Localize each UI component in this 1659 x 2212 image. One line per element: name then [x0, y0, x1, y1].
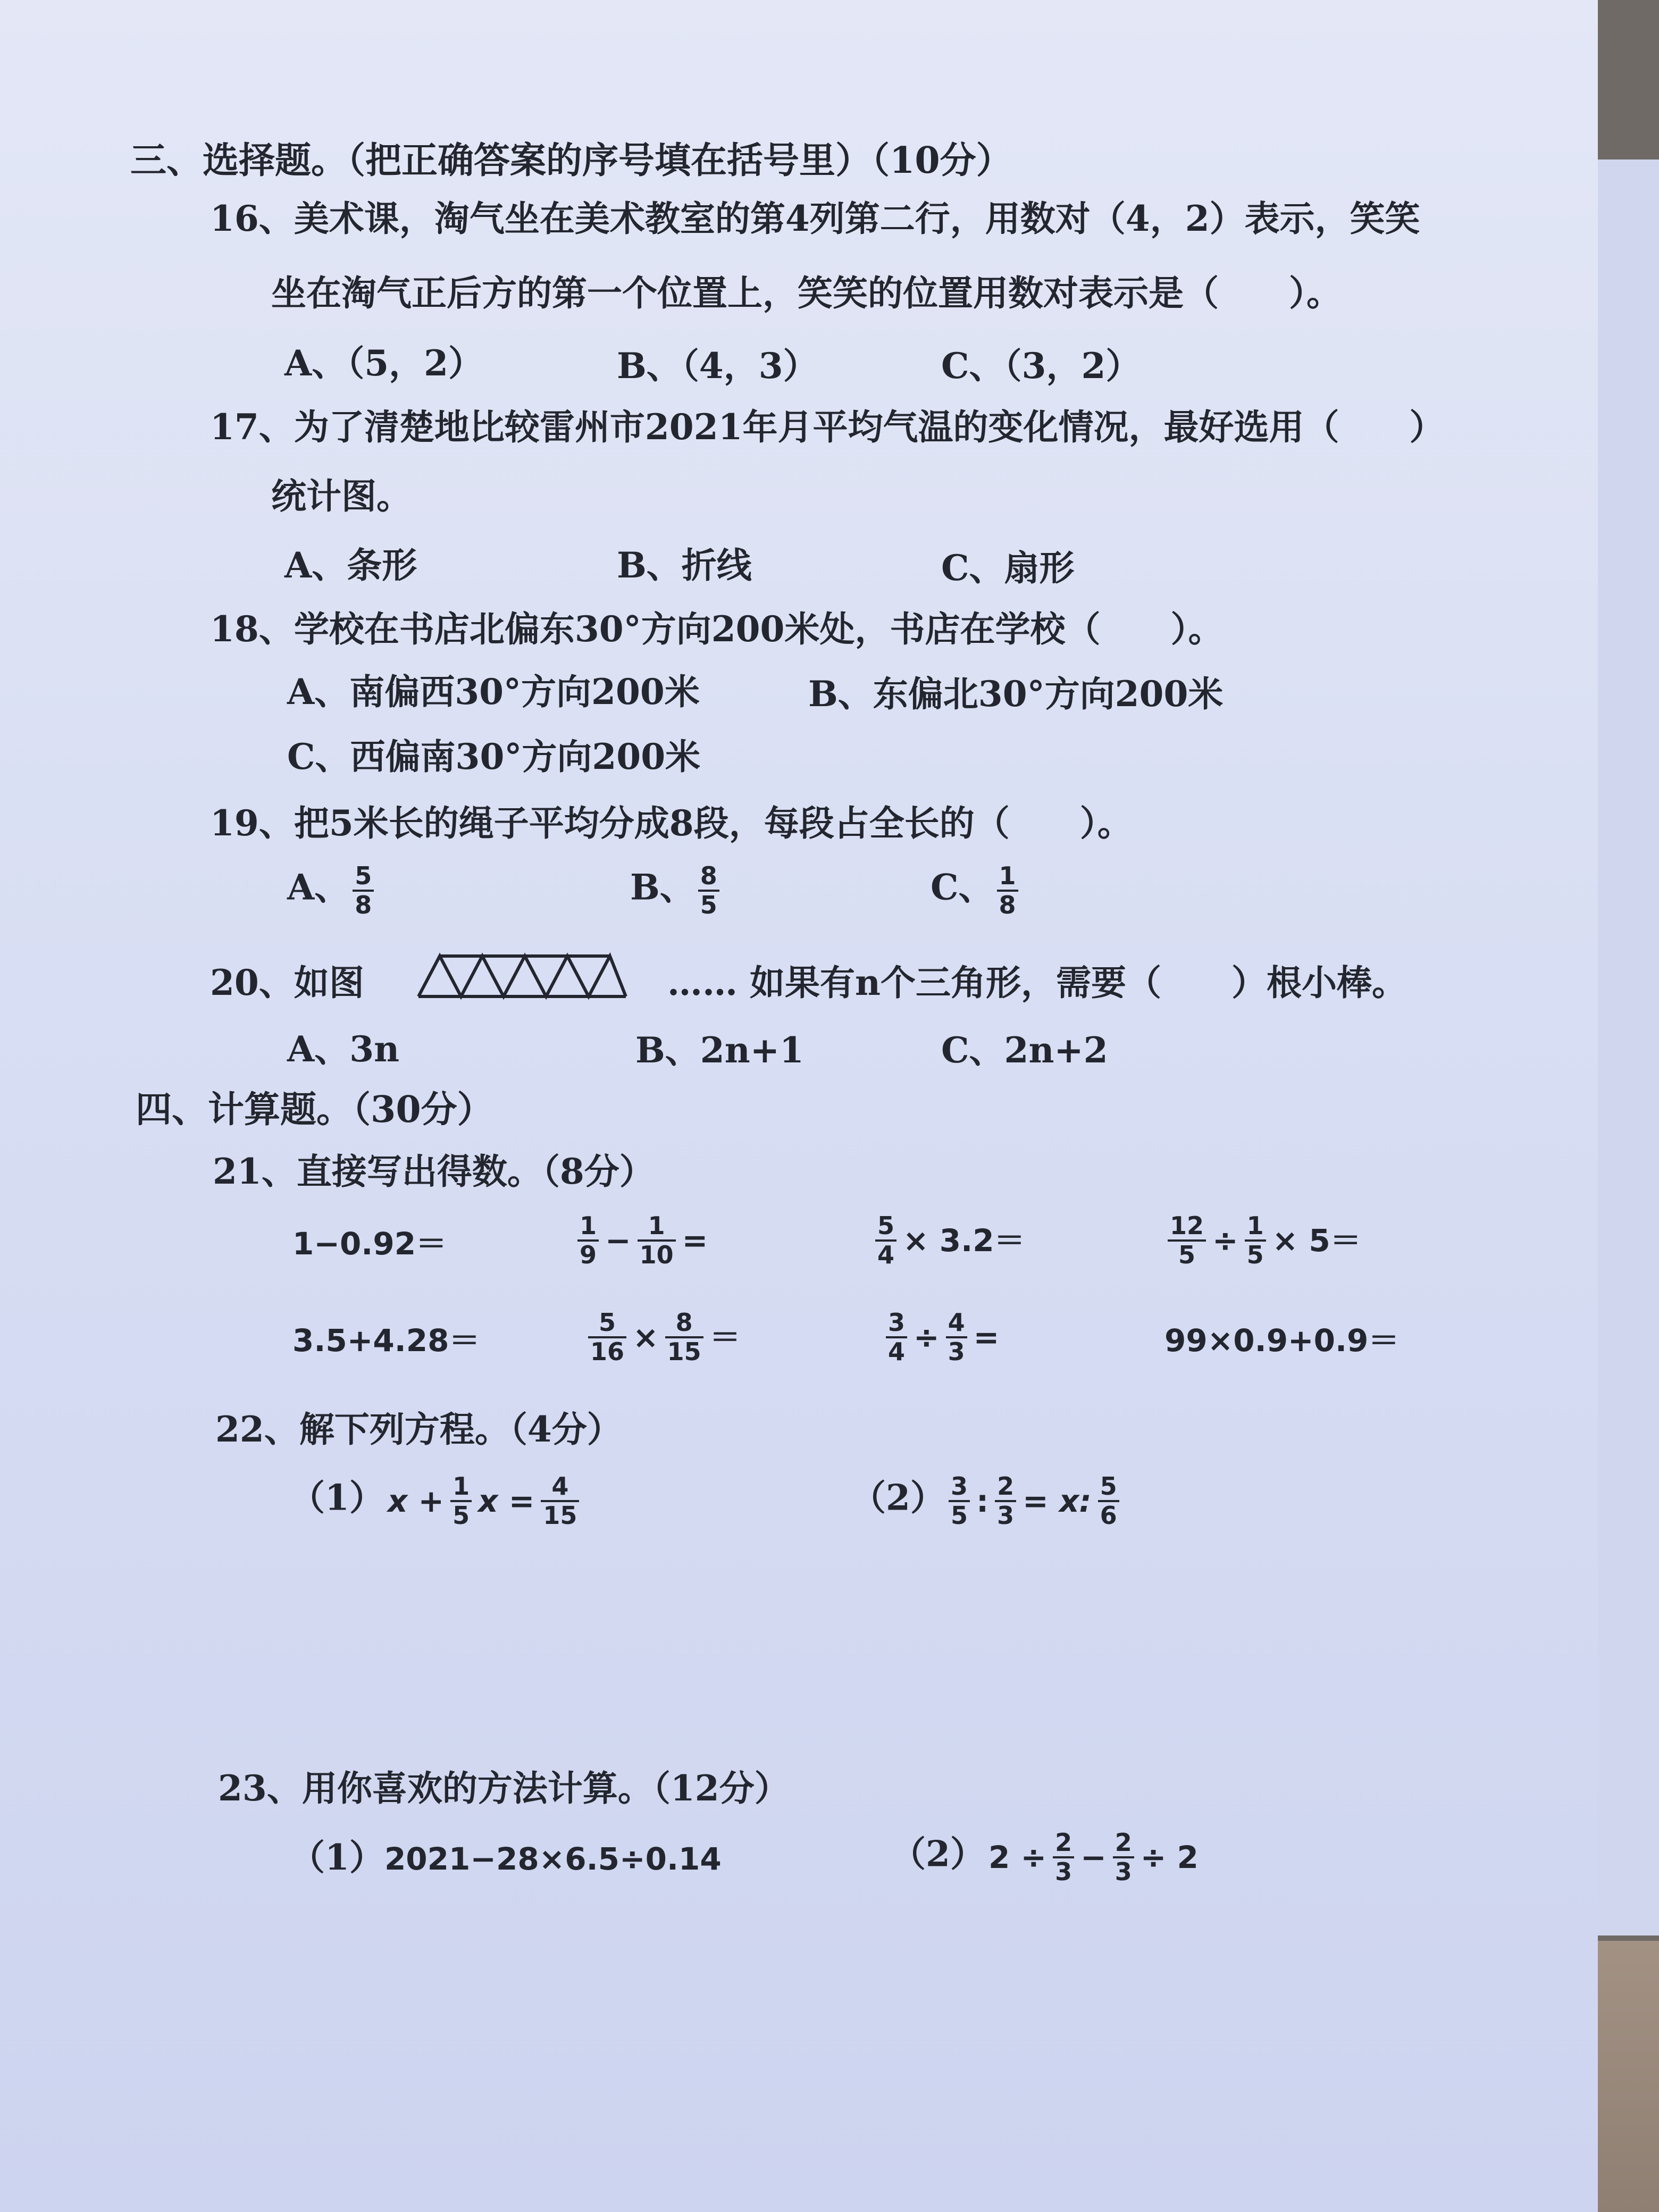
fraction-numerator: 4 [946, 1309, 967, 1338]
fraction-numerator: 2 [995, 1473, 1016, 1502]
fraction-numerator: 1 [450, 1473, 472, 1502]
fraction-denominator: 6 [1100, 1501, 1117, 1530]
equals-sign: ＝ [709, 1319, 741, 1355]
expression-rest: × 3.2＝ [903, 1222, 1025, 1259]
part-label: （1） [290, 1837, 384, 1878]
fraction [946, 1309, 967, 1365]
q21-title: 21、直接写出得数。（8分） [213, 1151, 655, 1192]
fraction [450, 1473, 472, 1529]
fraction-numerator: 1 [1245, 1212, 1266, 1242]
fraction-numerator: 5 [875, 1212, 896, 1242]
fraction-denominator: 5 [453, 1501, 470, 1530]
q21-expr-2 [574, 1212, 711, 1268]
fraction-denominator: 3 [1115, 1857, 1132, 1886]
q22-title: 22、解下列方程。（4分） [215, 1409, 622, 1450]
fraction-denominator: 16 [590, 1337, 625, 1366]
section-3-heading: 三、选择题。（把正确答案的序号填在括号里）（10分） [130, 139, 1012, 182]
q23-part-2 [891, 1829, 1202, 1885]
q19-option-b-fraction [698, 862, 719, 918]
variable-term: x + [387, 1482, 445, 1519]
q21-expr-8: 99×0.9+0.9＝ [1164, 1322, 1400, 1359]
q19-option-c [931, 862, 1021, 918]
q21-expr-4 [1164, 1212, 1364, 1268]
fraction-denominator: 5 [1178, 1240, 1196, 1269]
fraction-numerator: 3 [886, 1309, 907, 1338]
fraction-numerator: 8 [698, 862, 719, 892]
fraction-numerator: 1 [638, 1212, 676, 1242]
fraction-numerator: 1 [997, 862, 1018, 892]
fraction-denominator: 5 [1246, 1240, 1264, 1269]
part-label: （2） [891, 1833, 985, 1875]
expression: 2021−28×6.5÷0.14 [384, 1841, 722, 1877]
fraction [886, 1309, 907, 1365]
q20-prefix: 20、如图 [210, 962, 364, 1003]
fraction-numerator: 5 [1098, 1473, 1119, 1502]
operator: − [605, 1222, 631, 1259]
q16-line1: 16、美术课，淘气坐在美术教室的第4列第二行，用数对（4，2）表示，笑笑 [210, 198, 1420, 239]
q19-option-b [630, 862, 723, 918]
fraction-denominator: 3 [1055, 1857, 1073, 1886]
triangle-zigzag [418, 956, 626, 996]
q22-part-1 [290, 1473, 582, 1529]
fraction-numerator: 12 [1168, 1212, 1206, 1242]
expression-start: 2 ÷ [988, 1839, 1047, 1875]
colon: : [976, 1482, 989, 1519]
q20-option-c: C、2n+2 [941, 1029, 1108, 1071]
part-label: （2） [851, 1477, 945, 1519]
fraction [588, 1309, 626, 1365]
q18-option-c: C、西偏南30°方向200米 [287, 736, 701, 777]
q16-option-a: A、（5，2） [284, 342, 484, 384]
variable-term: x = [478, 1482, 535, 1519]
q19-option-b-label: B、 [630, 866, 695, 908]
q22-part-2 [851, 1473, 1122, 1529]
variable-term: = x: [1023, 1482, 1092, 1519]
fraction [665, 1309, 703, 1365]
fraction-denominator: 5 [950, 1501, 968, 1530]
fraction-denominator: 15 [667, 1337, 701, 1366]
q17-option-b: B、折线 [617, 544, 752, 586]
fraction-numerator: 2 [1053, 1829, 1074, 1858]
q20-option-a: A、3n [287, 1028, 400, 1070]
fraction-denominator: 4 [877, 1240, 895, 1269]
fraction-numerator: 4 [541, 1473, 579, 1502]
equals-sign: = [973, 1319, 1000, 1355]
fraction-denominator: 10 [639, 1240, 674, 1269]
q18-line1: 18、学校在书店北偏东30°方向200米处，书店在学校（ ）。 [210, 608, 1224, 650]
fraction-numerator: 1 [577, 1212, 599, 1242]
fraction-numerator: 5 [588, 1309, 626, 1338]
equals-sign: = [682, 1222, 708, 1259]
fraction [577, 1212, 599, 1268]
operator: − [1080, 1839, 1107, 1875]
q21-expr-5: 3.5+4.28＝ [292, 1322, 480, 1359]
q16-option-b: B、（4，3） [617, 345, 818, 387]
q19-option-a-fraction [353, 862, 374, 918]
q21-expr-1: 1−0.92＝ [292, 1226, 447, 1262]
q19-option-a [287, 862, 377, 918]
fraction-denominator: 15 [543, 1501, 577, 1530]
fraction [1098, 1473, 1119, 1529]
fraction [1245, 1212, 1266, 1268]
q16-line2: 坐在淘气正后方的第一个位置上，笑笑的位置用数对表示是（ ）。 [271, 272, 1342, 314]
operator: ÷ [1212, 1222, 1238, 1259]
fraction-denominator: 9 [580, 1240, 597, 1269]
q19-option-a-label: A、 [287, 866, 350, 908]
fraction-denominator: 3 [948, 1337, 965, 1366]
q17-option-c: C、扇形 [941, 547, 1075, 589]
q20-option-b: B、2n+1 [635, 1029, 804, 1071]
q23-part-1 [290, 1837, 722, 1878]
operator: ÷ [914, 1319, 940, 1355]
fraction [995, 1473, 1016, 1529]
fraction-denominator: 8 [999, 890, 1016, 919]
fraction [949, 1473, 970, 1529]
fraction-denominator: 5 [700, 890, 717, 919]
part-label: （1） [290, 1477, 384, 1519]
fraction-numerator: 2 [1113, 1829, 1134, 1858]
fraction [875, 1212, 896, 1268]
q19-line1: 19、把5米长的绳子平均分成8段，每段占全长的（ ）。 [210, 802, 1133, 844]
fraction [1053, 1829, 1074, 1885]
fraction [1168, 1212, 1206, 1268]
q19-option-c-fraction [997, 862, 1018, 918]
q17-option-a: A、条形 [284, 544, 417, 586]
q19-option-c-label: C、 [931, 866, 994, 908]
fraction [1113, 1829, 1134, 1885]
fraction-numerator: 8 [665, 1309, 703, 1338]
q18-option-a: A、南偏西30°方向200米 [287, 671, 700, 713]
fraction-denominator: 3 [997, 1501, 1015, 1530]
q21-expr-3 [872, 1212, 1028, 1268]
section-4-heading: 四、计算题。（30分） [136, 1088, 493, 1131]
fraction-denominator: 8 [355, 890, 372, 919]
q20-suffix: …… 如果有n个三角形，需要（ ）根小棒。 [667, 962, 1407, 1003]
triangle-sticks-figure [416, 952, 629, 1000]
expression-end: ÷ 2 [1140, 1839, 1199, 1875]
fraction-numerator: 3 [949, 1473, 970, 1502]
q18-option-b: B、东偏北30°方向200米 [808, 673, 1224, 715]
fraction-numerator: 5 [353, 862, 374, 892]
operator: × [633, 1319, 659, 1355]
q17-line2: 统计图。 [271, 475, 412, 517]
q17-line1: 17、为了清楚地比较雷州市2021年月平均气温的变化情况，最好选用（ ） [210, 406, 1445, 448]
fraction-denominator: 4 [888, 1337, 906, 1366]
q16-option-c: C、（3，2） [941, 345, 1141, 387]
q23-title: 23、用你喜欢的方法计算。（12分） [218, 1767, 790, 1809]
fraction [541, 1473, 579, 1529]
fraction [638, 1212, 676, 1268]
q21-expr-7 [883, 1309, 1002, 1365]
q21-expr-6 [585, 1309, 744, 1365]
expression-rest: × 5＝ [1272, 1222, 1361, 1259]
